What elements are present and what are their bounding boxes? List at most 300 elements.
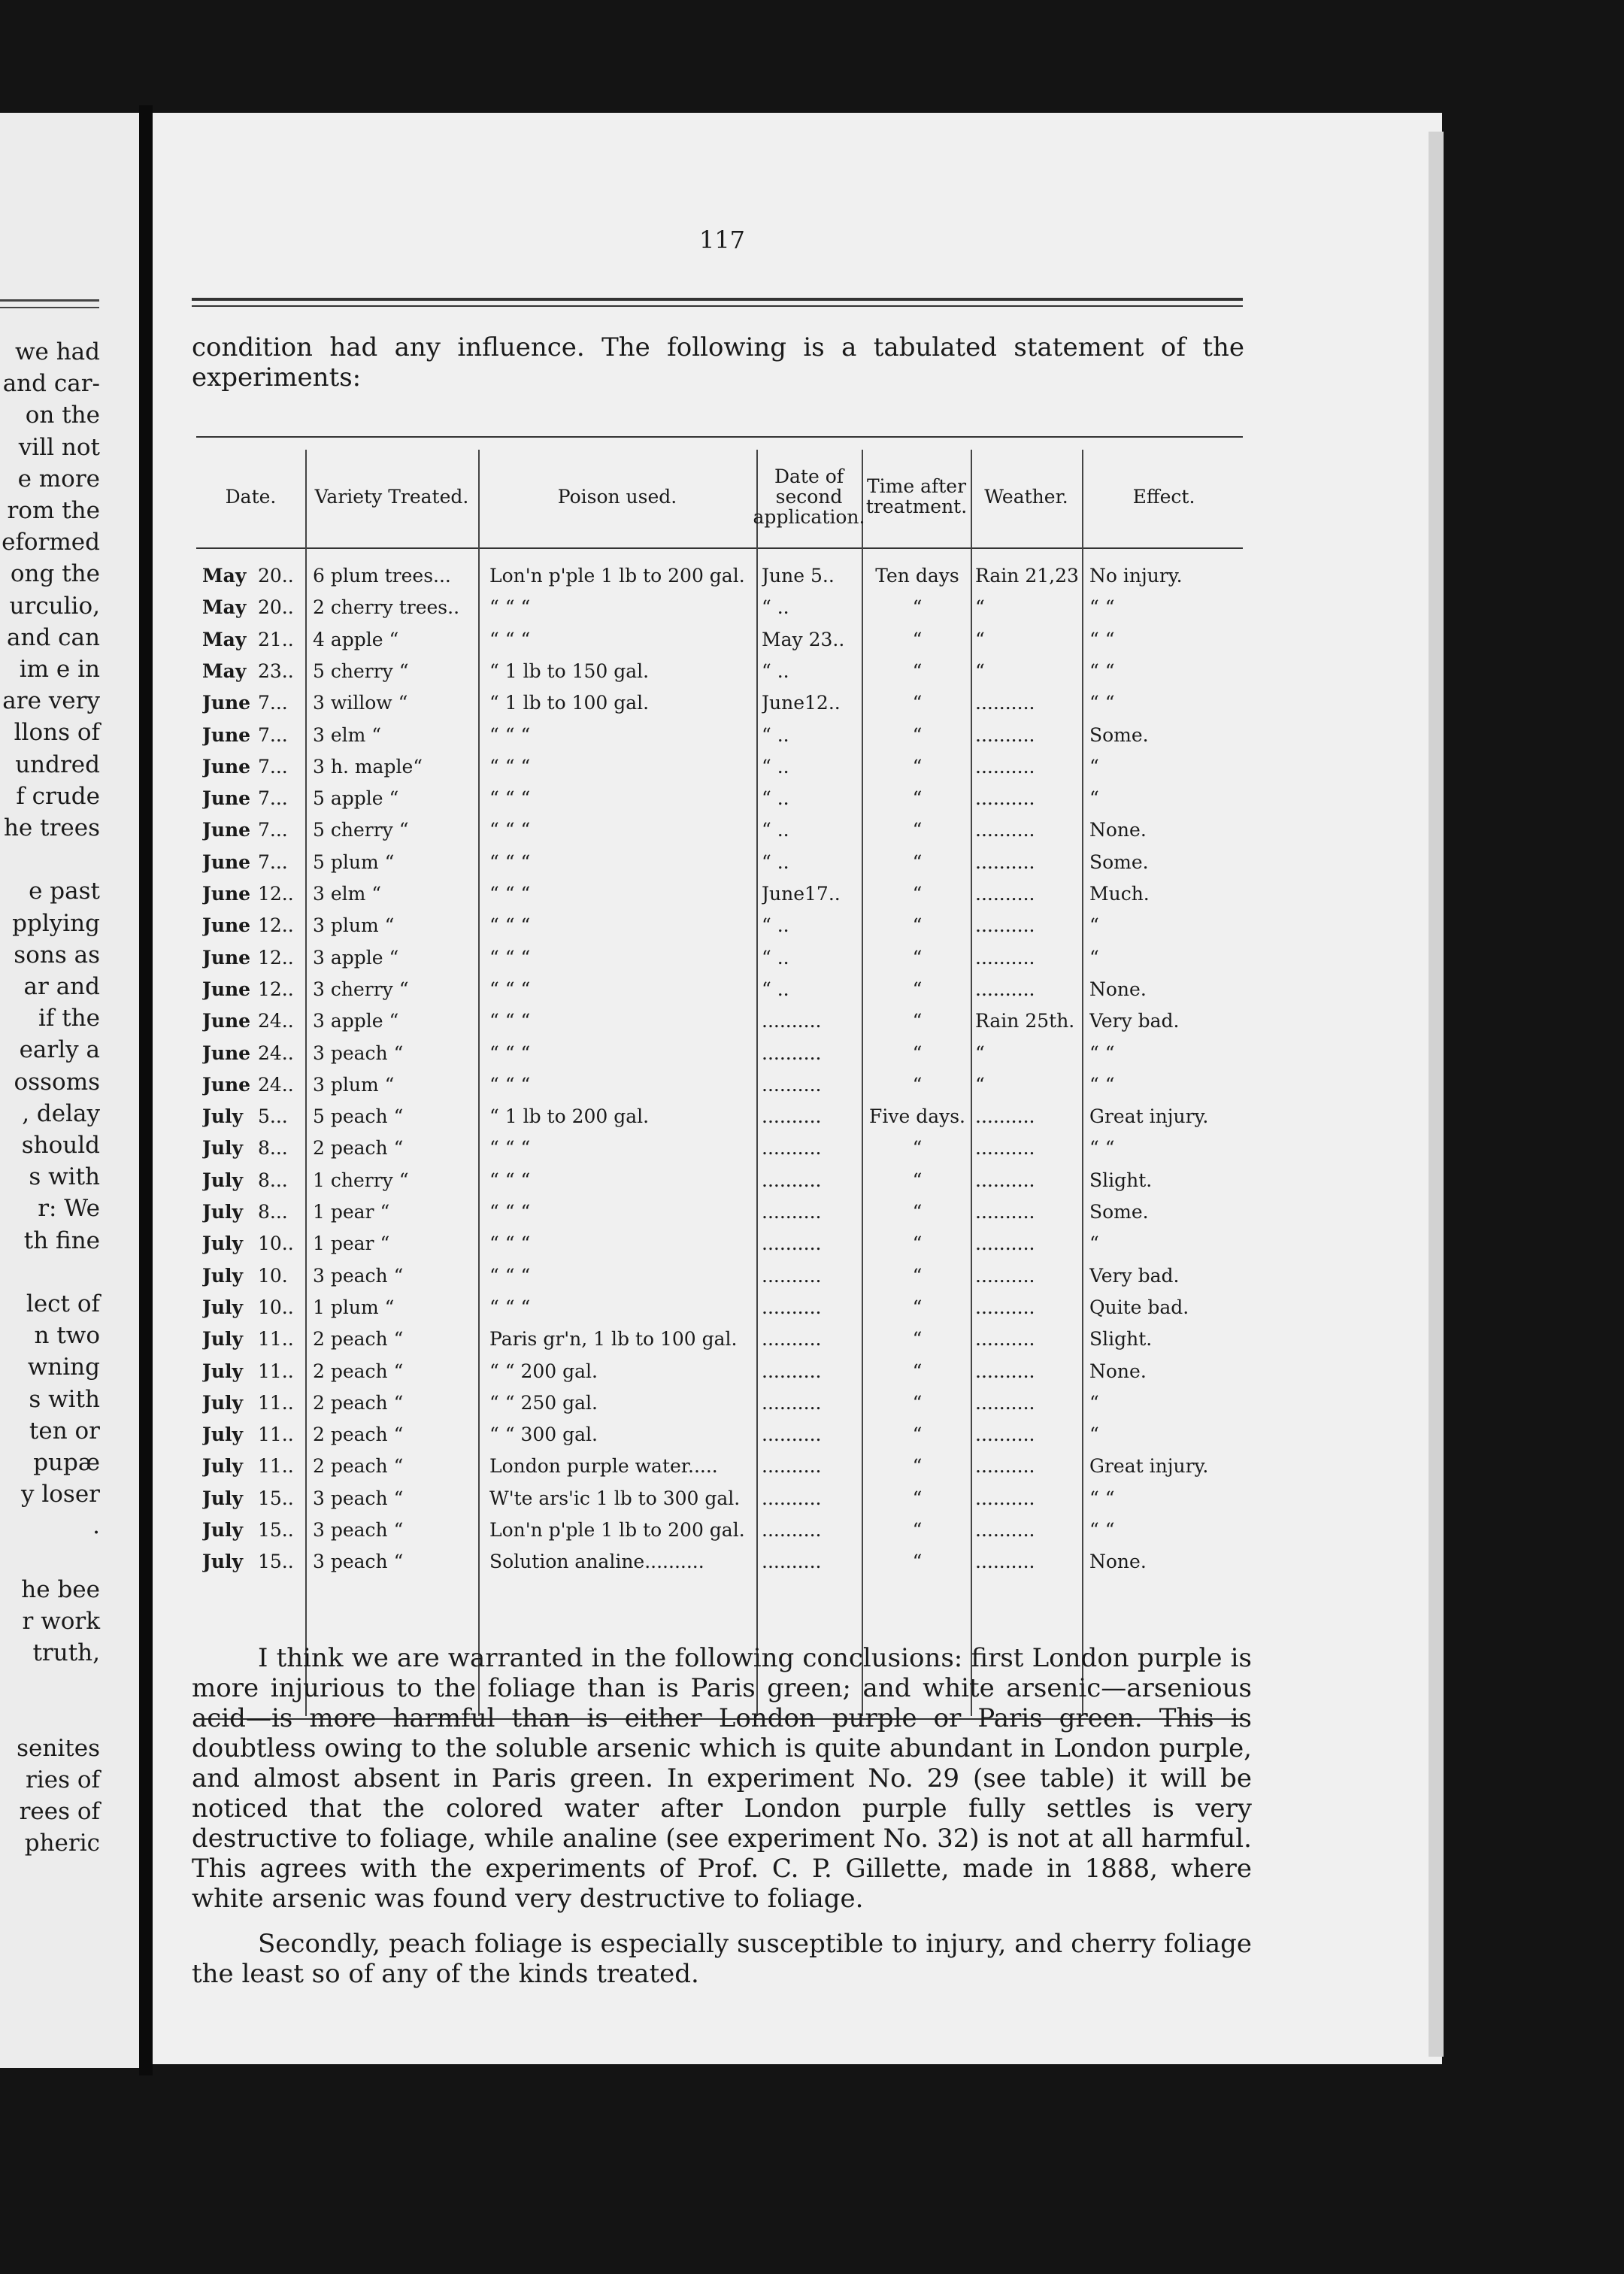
cell-second-application: .......... xyxy=(762,1455,822,1478)
cell-poison: “ “ “ xyxy=(489,755,531,778)
cell-day: 8... xyxy=(258,1169,288,1191)
table-row xyxy=(196,1323,1243,1355)
cell-weather: .......... xyxy=(975,1391,1035,1414)
cell-day: 20.. xyxy=(258,565,294,587)
table-row xyxy=(196,1165,1243,1196)
table-row xyxy=(196,814,1243,846)
cell-month: July xyxy=(202,1424,244,1446)
cell-poison: “ “ 200 gal. xyxy=(489,1360,598,1382)
cell-effect: “ “ xyxy=(1089,1519,1115,1541)
left-page-rule xyxy=(0,299,99,302)
cell-day: 8... xyxy=(258,1137,288,1160)
left-page-line: ossoms xyxy=(14,1068,100,1096)
left-page-line: ten or xyxy=(29,1417,100,1445)
cell-month: July xyxy=(202,1487,244,1509)
cell-month: July xyxy=(202,1455,244,1478)
cell-second-application: .......... xyxy=(762,1296,822,1318)
table-row xyxy=(196,1069,1243,1101)
cell-time-after: “ xyxy=(912,1360,923,1382)
cell-variety: 3 peach “ xyxy=(313,1264,404,1287)
cell-second-application: June17.. xyxy=(762,883,841,905)
table-row xyxy=(196,1292,1243,1323)
cell-poison: Lon'n p'ple 1 lb to 200 gal. xyxy=(489,1519,745,1541)
cell-variety: 2 peach “ xyxy=(313,1424,404,1446)
table-row xyxy=(196,687,1243,719)
cell-month: July xyxy=(202,1201,244,1223)
cell-variety: 5 cherry “ xyxy=(313,819,409,841)
header-date: Date. xyxy=(225,485,277,508)
cell-effect: “ “ xyxy=(1089,692,1115,714)
cell-month: July xyxy=(202,1264,244,1287)
cell-second-application: May 23.. xyxy=(762,628,845,650)
left-page-line: vill not xyxy=(18,433,100,461)
table-row xyxy=(196,1387,1243,1419)
experiments-table xyxy=(196,436,1243,1722)
cell-day: 23.. xyxy=(258,659,294,682)
cell-day: 20.. xyxy=(258,596,294,619)
cell-second-application: June 5.. xyxy=(762,565,835,587)
cell-effect: None. xyxy=(1089,1551,1147,1573)
table-row xyxy=(196,592,1243,623)
table-row xyxy=(196,1228,1243,1260)
cell-day: 21.. xyxy=(258,628,294,650)
cell-day: 24.. xyxy=(258,1073,294,1096)
cell-weather: .......... xyxy=(975,1105,1035,1128)
cell-second-application: .......... xyxy=(762,1519,822,1541)
cell-day: 12.. xyxy=(258,978,294,1000)
cell-effect: “ xyxy=(1089,946,1099,969)
cell-weather: “ xyxy=(975,596,985,619)
left-page-line: r work xyxy=(22,1608,100,1635)
cell-day: 7... xyxy=(258,787,288,810)
cell-time-after: “ xyxy=(912,1296,923,1318)
left-page-line: pupæ xyxy=(33,1449,100,1476)
cell-poison: “ “ “ xyxy=(489,1296,531,1318)
cell-effect: Some. xyxy=(1089,723,1149,746)
left-page-line: eformed xyxy=(2,529,100,556)
cell-effect: Great injury. xyxy=(1089,1105,1209,1128)
cell-weather: .......... xyxy=(975,692,1035,714)
cell-effect: Great injury. xyxy=(1089,1455,1209,1478)
cell-second-application: .......... xyxy=(762,1105,822,1128)
cell-poison: “ “ “ xyxy=(489,883,531,905)
left-page-line: rom the xyxy=(7,497,100,524)
table-row xyxy=(196,1101,1243,1132)
cell-effect: “ “ xyxy=(1089,596,1115,619)
cell-time-after: “ xyxy=(912,755,923,778)
left-page-line: are very xyxy=(2,687,100,715)
cell-variety: 3 apple “ xyxy=(313,1010,399,1032)
cell-effect: “ xyxy=(1089,914,1099,937)
cell-variety: 3 peach “ xyxy=(313,1487,404,1509)
cell-second-application: “ .. xyxy=(762,850,789,873)
cell-time-after: “ xyxy=(912,1041,923,1064)
cell-effect: “ “ xyxy=(1089,628,1115,650)
table-row xyxy=(196,942,1243,974)
cell-month: June xyxy=(202,883,251,905)
left-page-line: we had xyxy=(14,338,100,365)
table-row xyxy=(196,1483,1243,1514)
cell-poison: “ “ “ xyxy=(489,628,531,650)
cell-poison: Solution analine.......... xyxy=(489,1551,704,1573)
cell-variety: 3 peach “ xyxy=(313,1041,404,1064)
left-page-line: on the xyxy=(25,402,100,429)
cell-effect: None. xyxy=(1089,819,1147,841)
cell-time-after: “ xyxy=(912,1328,923,1351)
left-page-line: and car- xyxy=(2,370,100,398)
left-page-line: lect of xyxy=(26,1290,100,1317)
cell-variety: 5 plum “ xyxy=(313,850,395,873)
cell-month: July xyxy=(202,1169,244,1191)
cell-month: July xyxy=(202,1551,244,1573)
cell-variety: 3 cherry “ xyxy=(313,978,409,1000)
cell-effect: “ “ xyxy=(1089,1041,1115,1064)
cell-day: 7... xyxy=(258,819,288,841)
table-header-rule xyxy=(196,547,1243,549)
header-rule xyxy=(192,298,1243,301)
cell-second-application: “ .. xyxy=(762,723,789,746)
left-page-line: urculio, xyxy=(9,592,100,620)
cell-poison: “ “ “ xyxy=(489,596,531,619)
cell-weather: Rain 25th. xyxy=(975,1010,1075,1032)
cell-effect: Slight. xyxy=(1089,1169,1153,1191)
header-variety: Variety Treated. xyxy=(314,485,469,508)
header-time-after: Time after treatment. xyxy=(865,475,968,517)
left-page-line: should xyxy=(21,1132,100,1159)
cell-effect: Quite bad. xyxy=(1089,1296,1189,1318)
cell-variety: 4 apple “ xyxy=(313,628,399,650)
cell-effect: “ xyxy=(1089,1233,1099,1255)
cell-second-application: “ .. xyxy=(762,946,789,969)
cell-poison: “ “ “ xyxy=(489,723,531,746)
cell-poison: “ 1 lb to 200 gal. xyxy=(489,1105,650,1128)
cell-poison: “ “ “ xyxy=(489,1201,531,1223)
cell-month: June xyxy=(202,946,251,969)
left-page-line: ries of xyxy=(26,1766,100,1793)
cell-variety: 2 peach “ xyxy=(313,1360,404,1382)
left-page-line: he trees xyxy=(3,814,100,841)
cell-effect: Slight. xyxy=(1089,1328,1153,1351)
cell-poison: “ “ “ xyxy=(489,978,531,1000)
cell-poison: “ “ “ xyxy=(489,1010,531,1032)
cell-second-application: .......... xyxy=(762,1264,822,1287)
cell-variety: 5 cherry “ xyxy=(313,659,409,682)
cell-day: 7... xyxy=(258,723,288,746)
table-row xyxy=(196,847,1243,878)
cell-weather: .......... xyxy=(975,787,1035,810)
cell-weather: “ xyxy=(975,1041,985,1064)
table-row xyxy=(196,560,1243,592)
cell-month: July xyxy=(202,1296,244,1318)
cell-second-application: .......... xyxy=(762,1041,822,1064)
cell-poison: London purple water..... xyxy=(489,1455,718,1478)
cell-month: July xyxy=(202,1233,244,1255)
cell-poison: “ “ “ xyxy=(489,819,531,841)
cell-poison: “ 1 lb to 100 gal. xyxy=(489,692,650,714)
left-page-line: y loser xyxy=(20,1481,100,1508)
cell-second-application: “ .. xyxy=(762,978,789,1000)
header-second-application: Date of second application. xyxy=(753,465,865,528)
left-page-line: e past xyxy=(29,878,100,905)
cell-effect: “ “ xyxy=(1089,1137,1115,1160)
cell-day: 5... xyxy=(258,1105,288,1128)
cell-variety: 3 h. maple“ xyxy=(313,755,423,778)
cell-weather: .......... xyxy=(975,850,1035,873)
cell-time-after: “ xyxy=(912,883,923,905)
left-page-line: ong the xyxy=(10,560,100,588)
cell-time-after: “ xyxy=(912,692,923,714)
left-page-line: e more xyxy=(17,465,100,493)
left-page-line: s with xyxy=(29,1385,100,1413)
table-row xyxy=(196,974,1243,1005)
cell-variety: 6 plum trees... xyxy=(313,565,451,587)
cell-day: 12.. xyxy=(258,914,294,937)
cell-month: July xyxy=(202,1328,244,1351)
left-page-line: llons of xyxy=(14,719,100,747)
cell-variety: 1 plum “ xyxy=(313,1296,395,1318)
cell-day: 10.. xyxy=(258,1296,294,1318)
cell-month: June xyxy=(202,692,251,714)
cell-day: 7... xyxy=(258,850,288,873)
left-page-rule xyxy=(0,307,99,308)
cell-poison: “ “ 250 gal. xyxy=(489,1391,598,1414)
left-page-line: , delay xyxy=(22,1099,100,1127)
cell-time-after: “ xyxy=(912,1424,923,1446)
cell-variety: 3 elm “ xyxy=(313,883,382,905)
cell-poison: “ “ “ xyxy=(489,1137,531,1160)
cell-month: June xyxy=(202,723,251,746)
cell-month: June xyxy=(202,1010,251,1032)
left-page-line: sons as xyxy=(14,941,100,969)
cell-second-application: .......... xyxy=(762,1201,822,1223)
cell-month: June xyxy=(202,787,251,810)
left-page-line: wning xyxy=(27,1354,100,1381)
cell-effect: “ xyxy=(1089,787,1099,810)
cell-day: 11.. xyxy=(258,1424,294,1446)
table-row xyxy=(196,1132,1243,1164)
table-row xyxy=(196,1419,1243,1451)
cell-effect: Much. xyxy=(1089,883,1150,905)
cell-day: 11.. xyxy=(258,1360,294,1382)
cell-second-application: “ .. xyxy=(762,596,789,619)
cell-second-application: .......... xyxy=(762,1360,822,1382)
header-poison: Poison used. xyxy=(557,485,677,508)
cell-time-after: Ten days xyxy=(875,565,959,587)
cell-weather: .......... xyxy=(975,1169,1035,1191)
cell-day: 8... xyxy=(258,1201,288,1223)
table-row xyxy=(196,783,1243,814)
table-row xyxy=(196,1038,1243,1069)
cell-day: 7... xyxy=(258,692,288,714)
cell-day: 24.. xyxy=(258,1041,294,1064)
cell-month: July xyxy=(202,1105,244,1128)
secondly-paragraph: Secondly, peach foliage is especially susceptible to injury, and cherry foliage the least so of any of the kinds treated. xyxy=(192,1929,1252,1989)
cell-time-after: “ xyxy=(912,1391,923,1414)
cell-poison: “ “ “ xyxy=(489,1041,531,1064)
conclusions-paragraph: I think we are warranted in the following conclusions: first London purple is more injurious to the foliage than is Paris green; and white arsenic—arsenious acid—is more harmful than is either London purple or Paris green. This is doubtless owing to the soluble arsenic which is quite abundant in London purple, and almost absent in Paris green. In experiment No. 29 (see table) it will be noticed that the colored water after London purple fully settles is very destructive to foliage, while analine (see experiment No. 32) is not at all harmful. This agrees with the experiments of Prof. C. P. Gillette, made in 1888, where white arsenic was found very destructive to foliage. xyxy=(192,1643,1252,1914)
cell-time-after: “ xyxy=(912,914,923,937)
cell-month: June xyxy=(202,819,251,841)
cell-weather: “ xyxy=(975,628,985,650)
cell-weather: .......... xyxy=(975,883,1035,905)
cell-time-after: “ xyxy=(912,1073,923,1096)
cell-time-after: “ xyxy=(912,1264,923,1287)
table-row xyxy=(196,1356,1243,1387)
cell-effect: Some. xyxy=(1089,850,1149,873)
cell-effect: “ “ xyxy=(1089,1487,1115,1509)
cell-second-application: .......... xyxy=(762,1328,822,1351)
left-page-line: rees of xyxy=(19,1798,100,1826)
cell-variety: 1 pear “ xyxy=(313,1233,390,1255)
cell-second-application: .......... xyxy=(762,1551,822,1573)
cell-weather: .......... xyxy=(975,1137,1035,1160)
cell-poison: “ “ “ xyxy=(489,1264,531,1287)
table-row xyxy=(196,624,1243,656)
cell-month: June xyxy=(202,850,251,873)
cell-weather: .......... xyxy=(975,978,1035,1000)
cell-weather: .......... xyxy=(975,1264,1035,1287)
cell-second-application: June12.. xyxy=(762,692,841,714)
header-rule xyxy=(192,305,1243,307)
cell-month: July xyxy=(202,1519,244,1541)
cell-variety: 1 cherry “ xyxy=(313,1169,409,1191)
cell-variety: 3 willow “ xyxy=(313,692,408,714)
cell-weather: .......... xyxy=(975,1519,1035,1541)
cell-time-after: “ xyxy=(912,978,923,1000)
cell-second-application: .......... xyxy=(762,1487,822,1509)
table-row xyxy=(196,878,1243,910)
cell-variety: 2 peach “ xyxy=(313,1137,404,1160)
cell-second-application: “ .. xyxy=(762,755,789,778)
cell-month: May xyxy=(202,628,247,650)
cell-weather: .......... xyxy=(975,1360,1035,1382)
cell-poison: Lon'n p'ple 1 lb to 200 gal. xyxy=(489,565,745,587)
cell-second-application: “ .. xyxy=(762,787,789,810)
cell-variety: 3 plum “ xyxy=(313,914,395,937)
cell-time-after: “ xyxy=(912,596,923,619)
left-page-line: f crude xyxy=(16,782,100,810)
cell-day: 12.. xyxy=(258,946,294,969)
cell-day: 11.. xyxy=(258,1328,294,1351)
cell-effect: Very bad. xyxy=(1089,1264,1180,1287)
cell-effect: No injury. xyxy=(1089,565,1183,587)
cell-poison: W'te ars'ic 1 lb to 300 gal. xyxy=(489,1487,741,1509)
left-page-line: early a xyxy=(19,1036,100,1064)
cell-weather: .......... xyxy=(975,723,1035,746)
cell-time-after: “ xyxy=(912,1551,923,1573)
table-row xyxy=(196,1005,1243,1037)
cell-variety: 3 peach “ xyxy=(313,1551,404,1573)
cell-weather: .......... xyxy=(975,1201,1035,1223)
left-page-line: th fine xyxy=(23,1226,100,1254)
cell-time-after: “ xyxy=(912,946,923,969)
cell-second-application: “ .. xyxy=(762,914,789,937)
cell-day: 12.. xyxy=(258,883,294,905)
cell-month: July xyxy=(202,1391,244,1414)
left-page-line: pheric xyxy=(24,1830,100,1857)
cell-weather: .......... xyxy=(975,1455,1035,1478)
left-page-line: pplying xyxy=(12,909,100,937)
cell-time-after: “ xyxy=(912,1010,923,1032)
header-weather: Weather. xyxy=(984,485,1068,508)
left-page-line: he bee xyxy=(21,1575,100,1603)
cell-effect: None. xyxy=(1089,978,1147,1000)
left-page-line: s with xyxy=(29,1163,100,1191)
cell-variety: 2 peach “ xyxy=(313,1328,404,1351)
cell-time-after: “ xyxy=(912,1201,923,1223)
left-page-line: r: We xyxy=(38,1195,100,1223)
left-page-line: if the xyxy=(38,1005,100,1032)
cell-month: May xyxy=(202,565,247,587)
left-page-line: truth, xyxy=(32,1639,100,1667)
page-number: 117 xyxy=(698,226,746,254)
cell-month: June xyxy=(202,1073,251,1096)
cell-month: June xyxy=(202,978,251,1000)
cell-month: May xyxy=(202,659,247,682)
table-row xyxy=(196,1514,1243,1546)
cell-second-application: “ .. xyxy=(762,659,789,682)
cell-variety: 1 pear “ xyxy=(313,1201,390,1223)
cell-day: 11.. xyxy=(258,1455,294,1478)
cell-time-after: Five days. xyxy=(868,1105,965,1128)
book-gutter xyxy=(139,105,153,2075)
cell-poison: “ “ “ xyxy=(489,1073,531,1096)
cell-weather: “ xyxy=(975,659,985,682)
cell-poison: Paris gr'n, 1 lb to 100 gal. xyxy=(489,1328,738,1351)
cell-day: 24.. xyxy=(258,1010,294,1032)
left-page-line: and can xyxy=(7,623,100,651)
cell-second-application: .......... xyxy=(762,1073,822,1096)
left-page-line: n two xyxy=(34,1322,100,1350)
cell-time-after: “ xyxy=(912,1169,923,1191)
cell-effect: None. xyxy=(1089,1360,1147,1382)
cell-time-after: “ xyxy=(912,1233,923,1255)
cell-variety: 5 apple “ xyxy=(313,787,399,810)
left-facing-page xyxy=(0,113,139,2068)
table-row xyxy=(196,720,1243,751)
cell-variety: 3 peach “ xyxy=(313,1519,404,1541)
cell-day: 10. xyxy=(258,1264,288,1287)
cell-day: 10.. xyxy=(258,1233,294,1255)
intro-paragraph: condition had any influence. The following is a tabulated statement of the experiments: xyxy=(192,332,1244,393)
table-row xyxy=(196,1451,1243,1482)
left-page-line: ar and xyxy=(23,973,100,1000)
cell-second-application: .......... xyxy=(762,1424,822,1446)
table-row xyxy=(196,1196,1243,1228)
cell-second-application: .......... xyxy=(762,1169,822,1191)
left-page-line: undred xyxy=(15,750,100,778)
header-effect: Effect. xyxy=(1132,485,1195,508)
cell-variety: 3 apple “ xyxy=(313,946,399,969)
cell-time-after: “ xyxy=(912,1455,923,1478)
cell-weather: .......... xyxy=(975,1551,1035,1573)
cell-day: 15.. xyxy=(258,1519,294,1541)
cell-weather: .......... xyxy=(975,819,1035,841)
cell-poison: “ “ “ xyxy=(489,850,531,873)
left-page-line: . xyxy=(92,1512,100,1540)
table-row xyxy=(196,1546,1243,1578)
cell-time-after: “ xyxy=(912,659,923,682)
cell-day: 7... xyxy=(258,755,288,778)
book-page xyxy=(153,113,1442,2064)
table-row xyxy=(196,1260,1243,1292)
cell-variety: 2 peach “ xyxy=(313,1455,404,1478)
cell-weather: Rain 21,23 xyxy=(975,565,1079,587)
cell-poison: “ “ “ xyxy=(489,946,531,969)
page-edge xyxy=(1429,132,1444,2057)
cell-variety: 3 plum “ xyxy=(313,1073,395,1096)
cell-effect: “ xyxy=(1089,1391,1099,1414)
